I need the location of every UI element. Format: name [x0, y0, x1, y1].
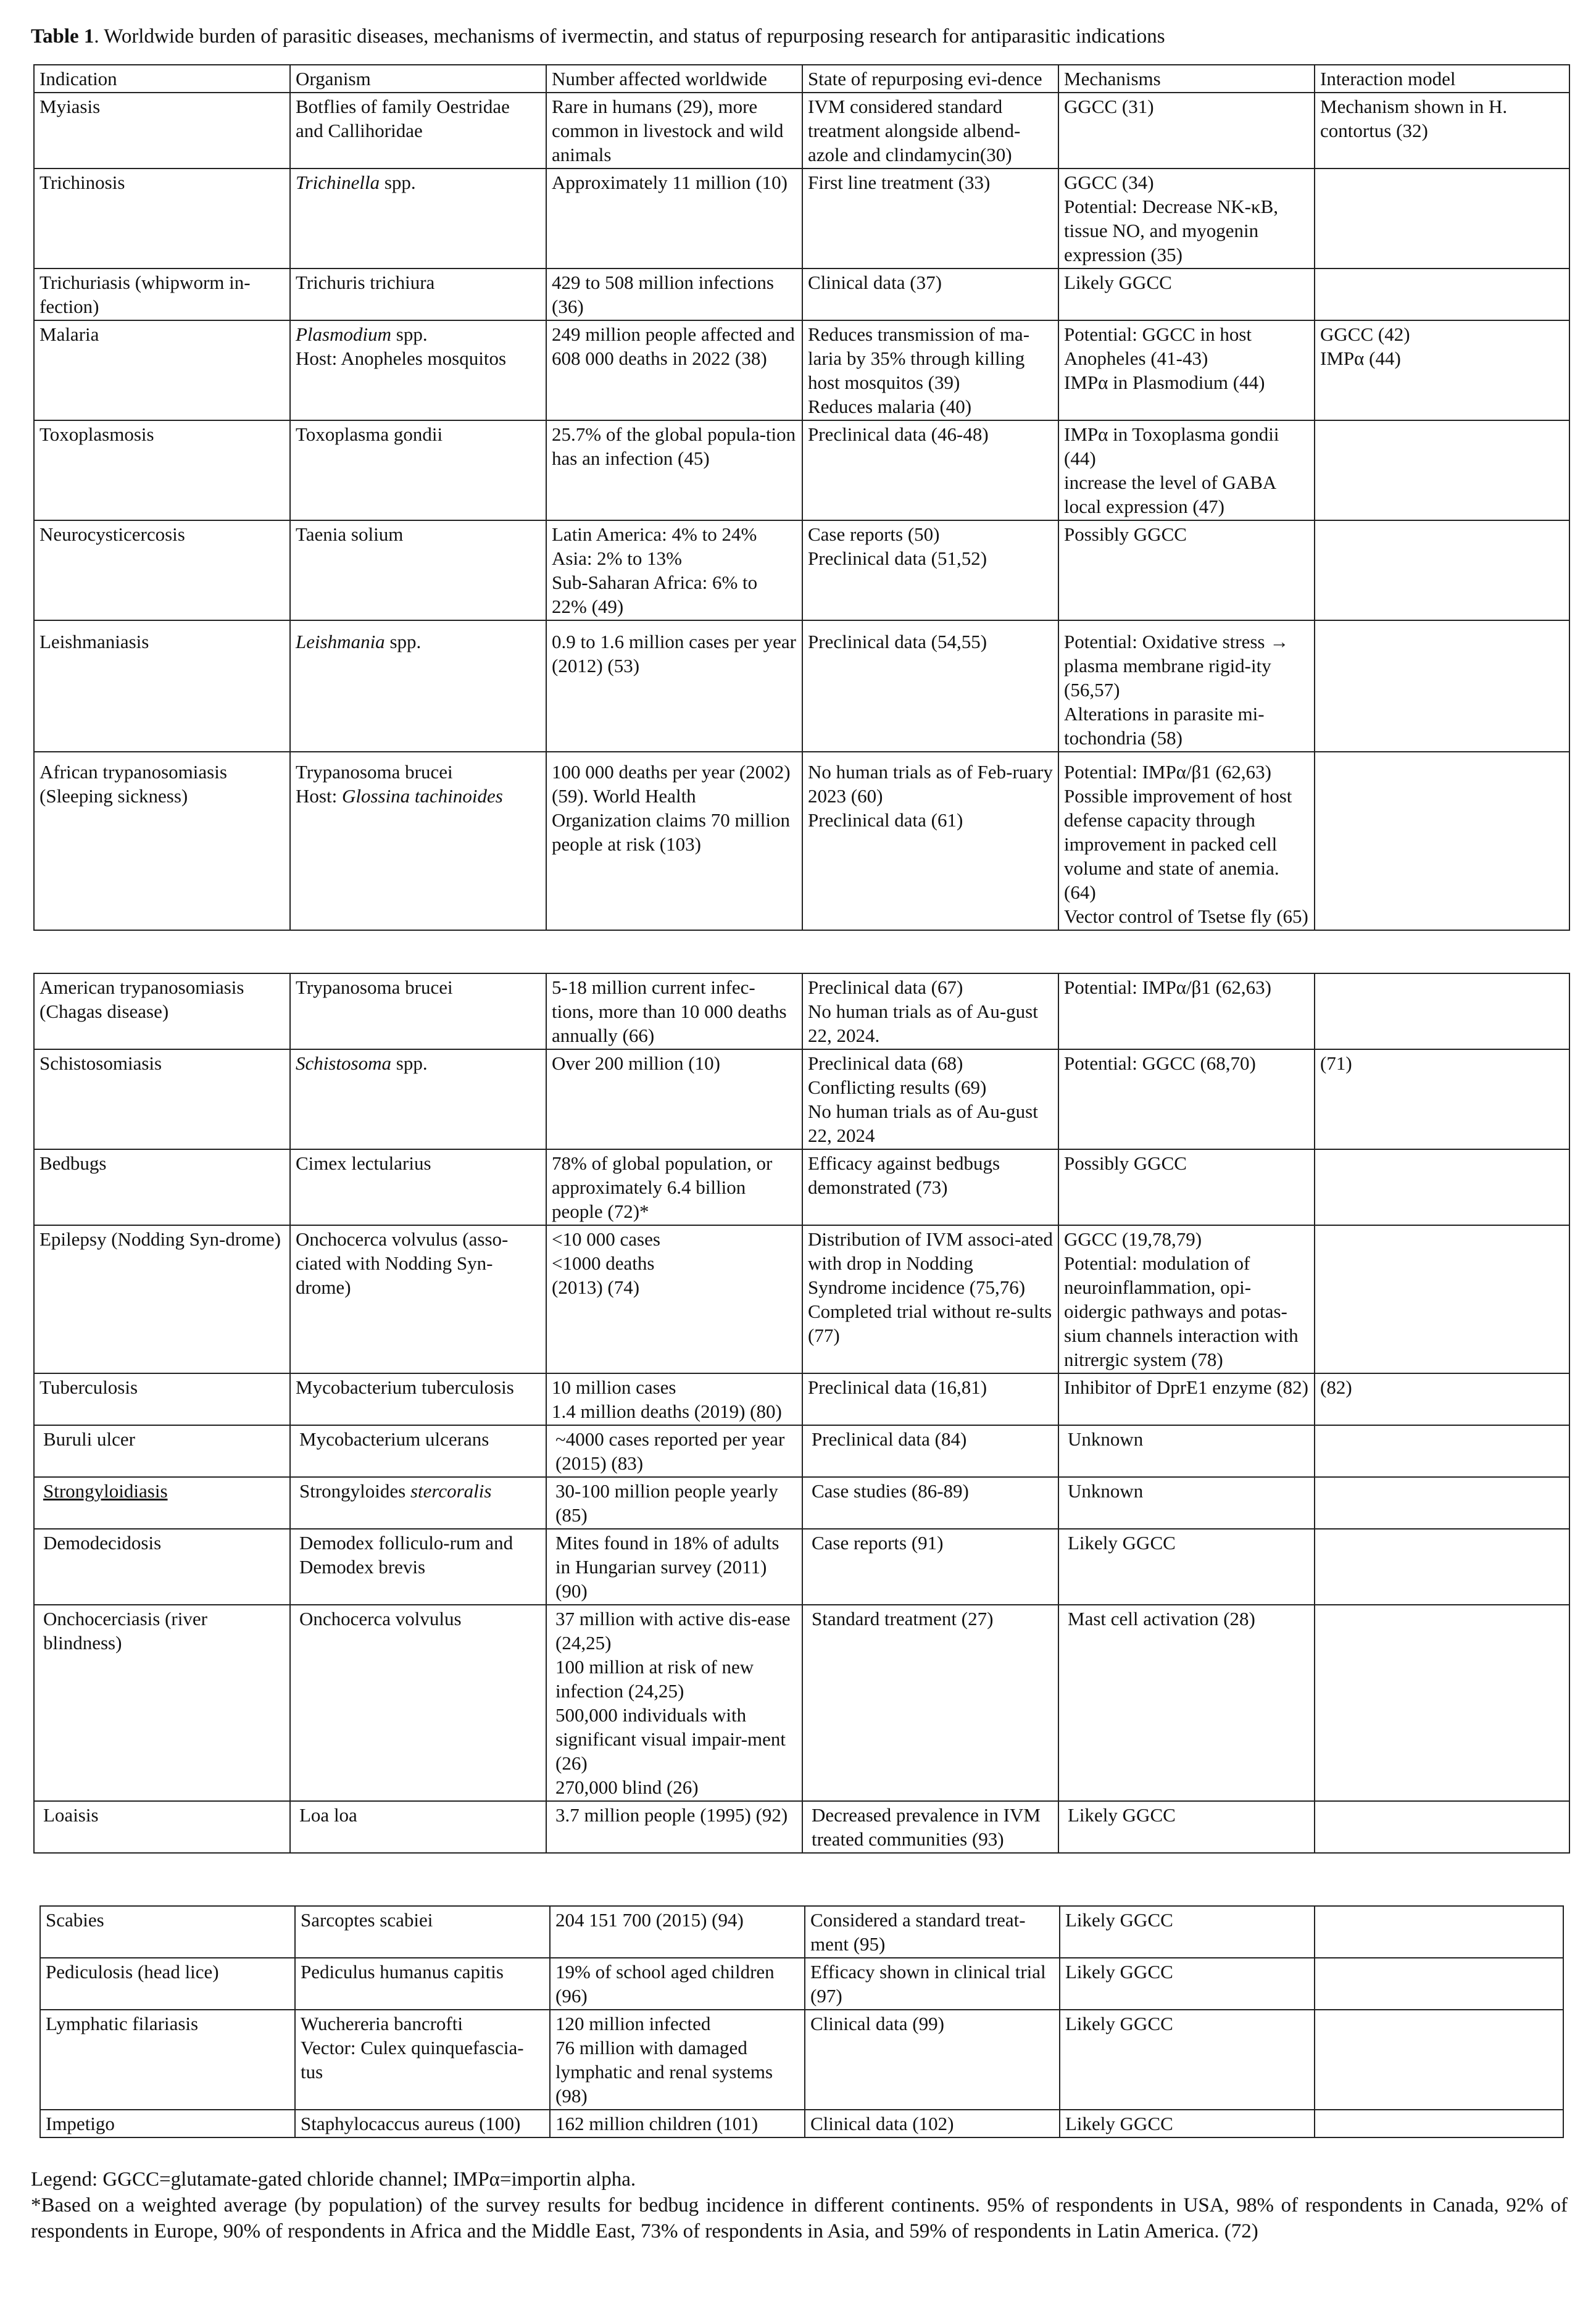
organism-cell: Loa loa	[290, 1801, 546, 1853]
table-row	[34, 1605, 1569, 1801]
table-row	[34, 1225, 1569, 1373]
affected-cell: ~4000 cases reported per year (2015) (83)	[546, 1425, 802, 1477]
table-row	[34, 420, 1569, 520]
affected-cell: Latin America: 4% to 24% Asia: 2% to 13% Sub-Saharan Africa: 6% to 22% (49)	[546, 520, 802, 620]
model-cell	[1315, 620, 1569, 752]
affected-cell: 10 million cases 1.4 million deaths (2019) (80)	[546, 1373, 802, 1425]
organism-cell: Taenia solium	[290, 520, 546, 620]
affected-cell: 3.7 million people (1995) (92)	[546, 1801, 802, 1853]
table-legend	[31, 2166, 1568, 2244]
table-row	[34, 320, 1569, 420]
affected-cell: 37 million with active dis-ease (24,25) 100 million at risk of new infection (24,25) 500,000 individuals with significant visual impair-ment (26) 270,000 blind (26)	[546, 1605, 802, 1801]
table-row	[34, 93, 1569, 169]
indication-cell: Neurocysticercosis	[34, 520, 290, 620]
indication-cell: Onchocerciasis (river blindness)	[34, 1605, 290, 1801]
model-cell	[1315, 1225, 1569, 1373]
legend-abbreviations: Legend: GGCC=glutamate-gated chloride channel; IMPα=importin alpha.	[31, 2168, 636, 2191]
affected-cell: 100 000 deaths per year (2002) (59). World Health Organization claims 70 million people at risk (103)	[546, 752, 802, 930]
evidence-cell: Clinical data (99)	[805, 2010, 1060, 2110]
mechanisms-cell: GGCC (19,78,79) Potential: modulation of neuroinflammation, opi-oidergic pathways and potas-sium channels interaction with nitrergic system (78)	[1058, 1225, 1315, 1373]
mechanisms-cell: Potential: IMPα/β1 (62,63)	[1058, 973, 1315, 1049]
evidence-cell: Case reports (50) Preclinical data (51,52)	[802, 520, 1058, 620]
organism-cell: Plasmodium spp. Host: Anopheles mosquitos	[290, 320, 546, 420]
organism-cell: Demodex folliculo-rum and Demodex brevis	[290, 1529, 546, 1605]
table-gap	[31, 1854, 1568, 1905]
header-cell: Number affected worldwide	[546, 65, 802, 93]
organism-cell: Pediculus humanus capitis	[295, 1958, 550, 2010]
indication-cell: Myiasis	[34, 93, 290, 169]
indication-cell: Pediculosis (head lice)	[40, 1958, 295, 2010]
affected-cell: 30-100 million people yearly (85)	[546, 1477, 802, 1529]
organism-cell: Mycobacterium ulcerans	[290, 1425, 546, 1477]
mechanisms-cell: Potential: GGCC in host Anopheles (41-43) IMPα in Plasmodium (44)	[1058, 320, 1315, 420]
organism-cell: Trypanosoma brucei Host: Glossina tachinoides	[290, 752, 546, 930]
mechanisms-cell: GGCC (34) Potential: Decrease NK-κB, tissue NO, and myogenin expression (35)	[1058, 169, 1315, 268]
evidence-cell: Case reports (91)	[802, 1529, 1058, 1605]
table-title: . Worldwide burden of parasitic diseases, mechanisms of ivermectin, and status of repurposing research for antiparasitic indications	[94, 25, 1165, 48]
model-cell	[1315, 1958, 1563, 2010]
evidence-cell: Reduces transmission of ma-laria by 35% through killing host mosquitos (39) Reduces malaria (40)	[802, 320, 1058, 420]
indication-cell: Trichuriasis (whipworm in-fection)	[34, 268, 290, 320]
header-cell: Mechanisms	[1058, 65, 1315, 93]
organism-cell: Onchocerca volvulus	[290, 1605, 546, 1801]
evidence-cell: Distribution of IVM associ-ated with drop in Nodding Syndrome incidence (75,76) Completed trial without re-sults (77)	[802, 1225, 1058, 1373]
model-cell: GGCC (42) IMPα (44)	[1315, 320, 1569, 420]
affected-cell: 78% of global population, or approximately 6.4 billion people (72)*	[546, 1149, 802, 1225]
table-row	[34, 973, 1569, 1049]
mechanisms-cell: Likely GGCC	[1060, 2010, 1315, 2110]
indication-cell: Schistosomiasis	[34, 1049, 290, 1149]
affected-cell: Over 200 million (10)	[546, 1049, 802, 1149]
affected-cell: Mites found in 18% of adults in Hungarian survey (2011) (90)	[546, 1529, 802, 1605]
affected-cell: 249 million people affected and 608 000 deaths in 2022 (38)	[546, 320, 802, 420]
evidence-cell: Preclinical data (84)	[802, 1425, 1058, 1477]
mechanisms-cell: IMPα in Toxoplasma gondii (44) increase the level of GABA local expression (47)	[1058, 420, 1315, 520]
organism-cell: Strongyloides stercoralis	[290, 1477, 546, 1529]
indication-cell: African trypanosomiasis (Sleeping sickness)	[34, 752, 290, 930]
table-part-3	[39, 1905, 1564, 2138]
evidence-cell: Case studies (86-89)	[802, 1477, 1058, 1529]
indication-cell: Tuberculosis	[34, 1373, 290, 1425]
mechanisms-cell: Likely GGCC	[1060, 1906, 1315, 1958]
mechanisms-cell: Potential: GGCC (68,70)	[1058, 1049, 1315, 1149]
indication-cell: Demodecidosis	[34, 1529, 290, 1605]
indication-cell: American trypanosomiasis (Chagas disease)	[34, 973, 290, 1049]
affected-cell: Rare in humans (29), more common in livestock and wild animals	[546, 93, 802, 169]
affected-cell: 204 151 700 (2015) (94)	[550, 1906, 805, 1958]
table-row	[40, 1958, 1563, 2010]
affected-cell: 0.9 to 1.6 million cases per year (2012) (53)	[546, 620, 802, 752]
evidence-cell: Preclinical data (68) Conflicting results (69) No human trials as of Au-gust 22, 2024	[802, 1049, 1058, 1149]
table-row	[34, 1049, 1569, 1149]
table-row	[34, 1373, 1569, 1425]
mechanisms-cell: Potential: Oxidative stress → plasma membrane rigid-ity (56,57) Alterations in parasite mi-tochondria (58)	[1058, 620, 1315, 752]
evidence-cell: Clinical data (37)	[802, 268, 1058, 320]
model-cell: Mechanism shown in H. contortus (32)	[1315, 93, 1569, 169]
model-cell	[1315, 520, 1569, 620]
table-part-2	[33, 973, 1570, 1854]
model-cell	[1315, 268, 1569, 320]
evidence-cell: Considered a standard treat-ment (95)	[805, 1906, 1060, 1958]
indication-cell: Bedbugs	[34, 1149, 290, 1225]
model-cell	[1315, 1605, 1569, 1801]
evidence-cell: First line treatment (33)	[802, 169, 1058, 268]
affected-cell: 5-18 million current infec-tions, more than 10 000 deaths annually (66)	[546, 973, 802, 1049]
model-cell	[1315, 2110, 1563, 2137]
evidence-cell: IVM considered standard treatment alongside albend-azole and clindamycin(30)	[802, 93, 1058, 169]
evidence-cell: Preclinical data (46-48)	[802, 420, 1058, 520]
organism-cell: Toxoplasma gondii	[290, 420, 546, 520]
table-row	[34, 1477, 1569, 1529]
header-cell: Interaction model	[1315, 65, 1569, 93]
evidence-cell: Preclinical data (54,55)	[802, 620, 1058, 752]
model-cell	[1315, 1529, 1569, 1605]
header-cell: State of repurposing evi-dence	[802, 65, 1058, 93]
model-cell	[1315, 1425, 1569, 1477]
model-cell: (82)	[1315, 1373, 1569, 1425]
mechanisms-cell: Unknown	[1058, 1425, 1315, 1477]
mechanisms-cell: Likely GGCC	[1058, 1801, 1315, 1853]
indication-cell: Lymphatic filariasis	[40, 2010, 295, 2110]
mechanisms-cell: Inhibitor of DprE1 enzyme (82)	[1058, 1373, 1315, 1425]
table-row	[34, 1801, 1569, 1853]
model-cell	[1315, 973, 1569, 1049]
organism-cell: Trypanosoma brucei	[290, 973, 546, 1049]
indication-cell: Trichinosis	[34, 169, 290, 268]
affected-cell: 25.7% of the global popula-tion has an infection (45)	[546, 420, 802, 520]
model-cell	[1315, 2010, 1563, 2110]
table-gap	[31, 931, 1568, 973]
table-row	[40, 1906, 1563, 1958]
mechanisms-cell: Unknown	[1058, 1477, 1315, 1529]
model-cell	[1315, 169, 1569, 268]
header-cell: Indication	[34, 65, 290, 93]
organism-cell: Wuchereria bancrofti Vector: Culex quinquefascia-tus	[295, 2010, 550, 2110]
affected-cell: 429 to 508 million infections (36)	[546, 268, 802, 320]
table-row	[34, 620, 1569, 752]
evidence-cell: Efficacy shown in clinical trial (97)	[805, 1958, 1060, 2010]
model-cell	[1315, 1906, 1563, 1958]
organism-cell: Onchocerca volvulus (asso-ciated with Nodding Syn-drome)	[290, 1225, 546, 1373]
mechanisms-cell: Likely GGCC	[1058, 1529, 1315, 1605]
mechanisms-cell: Mast cell activation (28)	[1058, 1605, 1315, 1801]
evidence-cell: No human trials as of Feb-ruary 2023 (60) Preclinical data (61)	[802, 752, 1058, 930]
mechanisms-cell: Possibly GGCC	[1058, 520, 1315, 620]
affected-cell: <10 000 cases <1000 deaths (2013) (74)	[546, 1225, 802, 1373]
affected-cell: 162 million children (101)	[550, 2110, 805, 2137]
indication-cell: Loaisis	[34, 1801, 290, 1853]
table-caption	[31, 23, 1568, 49]
model-cell	[1315, 752, 1569, 930]
table-row	[34, 520, 1569, 620]
table-row	[40, 2110, 1563, 2137]
table-part-1	[33, 64, 1570, 931]
table-row	[34, 1149, 1569, 1225]
evidence-cell: Preclinical data (67) No human trials as of Au-gust 22, 2024.	[802, 973, 1058, 1049]
indication-cell: Buruli ulcer	[34, 1425, 290, 1477]
indication-cell: Strongyloidiasis	[34, 1477, 290, 1529]
organism-cell: Leishmania spp.	[290, 620, 546, 752]
organism-cell: Botflies of family Oestridae and Callihoridae	[290, 93, 546, 169]
indication-cell: Epilepsy (Nodding Syn-drome)	[34, 1225, 290, 1373]
mechanisms-cell: Potential: IMPα/β1 (62,63) Possible improvement of host defense capacity through improvement in packed cell volume and state of anemia. (64) Vector control of Tsetse fly (65)	[1058, 752, 1315, 930]
mechanisms-cell: Possibly GGCC	[1058, 1149, 1315, 1225]
affected-cell: Approximately 11 million (10)	[546, 169, 802, 268]
organism-cell: Sarcoptes scabiei	[295, 1906, 550, 1958]
model-cell	[1315, 420, 1569, 520]
model-cell	[1315, 1801, 1569, 1853]
organism-cell: Mycobacterium tuberculosis	[290, 1373, 546, 1425]
table-row	[34, 169, 1569, 268]
mechanisms-cell: GGCC (31)	[1058, 93, 1315, 169]
table-row	[34, 1425, 1569, 1477]
evidence-cell: Clinical data (102)	[805, 2110, 1060, 2137]
organism-cell: Trichinella spp.	[290, 169, 546, 268]
table-row	[34, 752, 1569, 930]
evidence-cell: Decreased prevalence in IVM treated communities (93)	[802, 1801, 1058, 1853]
model-cell	[1315, 1149, 1569, 1225]
document-page	[31, 23, 1568, 2244]
evidence-cell: Standard treatment (27)	[802, 1605, 1058, 1801]
legend-footnote: *Based on a weighted average (by population) of the survey results for bedbug incidence in different continents. 95% of respondents in USA, 98% of respondents in Canada, 92% of respondents in Europe, 90% of respondents in Africa and the Middle East, 73% of respondents in Asia, and 59% of respondents in Latin America. (72)	[31, 2194, 1568, 2242]
table-label: Table 1	[31, 25, 94, 48]
affected-cell: 19% of school aged children (96)	[550, 1958, 805, 2010]
organism-cell: Schistosoma spp.	[290, 1049, 546, 1149]
mechanisms-cell: Likely GGCC	[1060, 2110, 1315, 2137]
table-row	[34, 268, 1569, 320]
organism-cell: Cimex lectularius	[290, 1149, 546, 1225]
affected-cell: 120 million infected 76 million with damaged lymphatic and renal systems (98)	[550, 2010, 805, 2110]
organism-cell: Staphylocaccus aureus (100)	[295, 2110, 550, 2137]
model-cell	[1315, 1477, 1569, 1529]
mechanisms-cell: Likely GGCC	[1060, 1958, 1315, 2010]
evidence-cell: Efficacy against bedbugs demonstrated (73)	[802, 1149, 1058, 1225]
header-cell: Organism	[290, 65, 546, 93]
header-row	[34, 65, 1569, 93]
organism-cell: Trichuris trichiura	[290, 268, 546, 320]
indication-cell: Scabies	[40, 1906, 295, 1958]
evidence-cell: Preclinical data (16,81)	[802, 1373, 1058, 1425]
indication-cell: Leishmaniasis	[34, 620, 290, 752]
mechanisms-cell: Likely GGCC	[1058, 268, 1315, 320]
table-row	[40, 2010, 1563, 2110]
indication-cell: Toxoplasmosis	[34, 420, 290, 520]
table-row	[34, 1529, 1569, 1605]
indication-cell: Malaria	[34, 320, 290, 420]
model-cell: (71)	[1315, 1049, 1569, 1149]
indication-cell: Impetigo	[40, 2110, 295, 2137]
